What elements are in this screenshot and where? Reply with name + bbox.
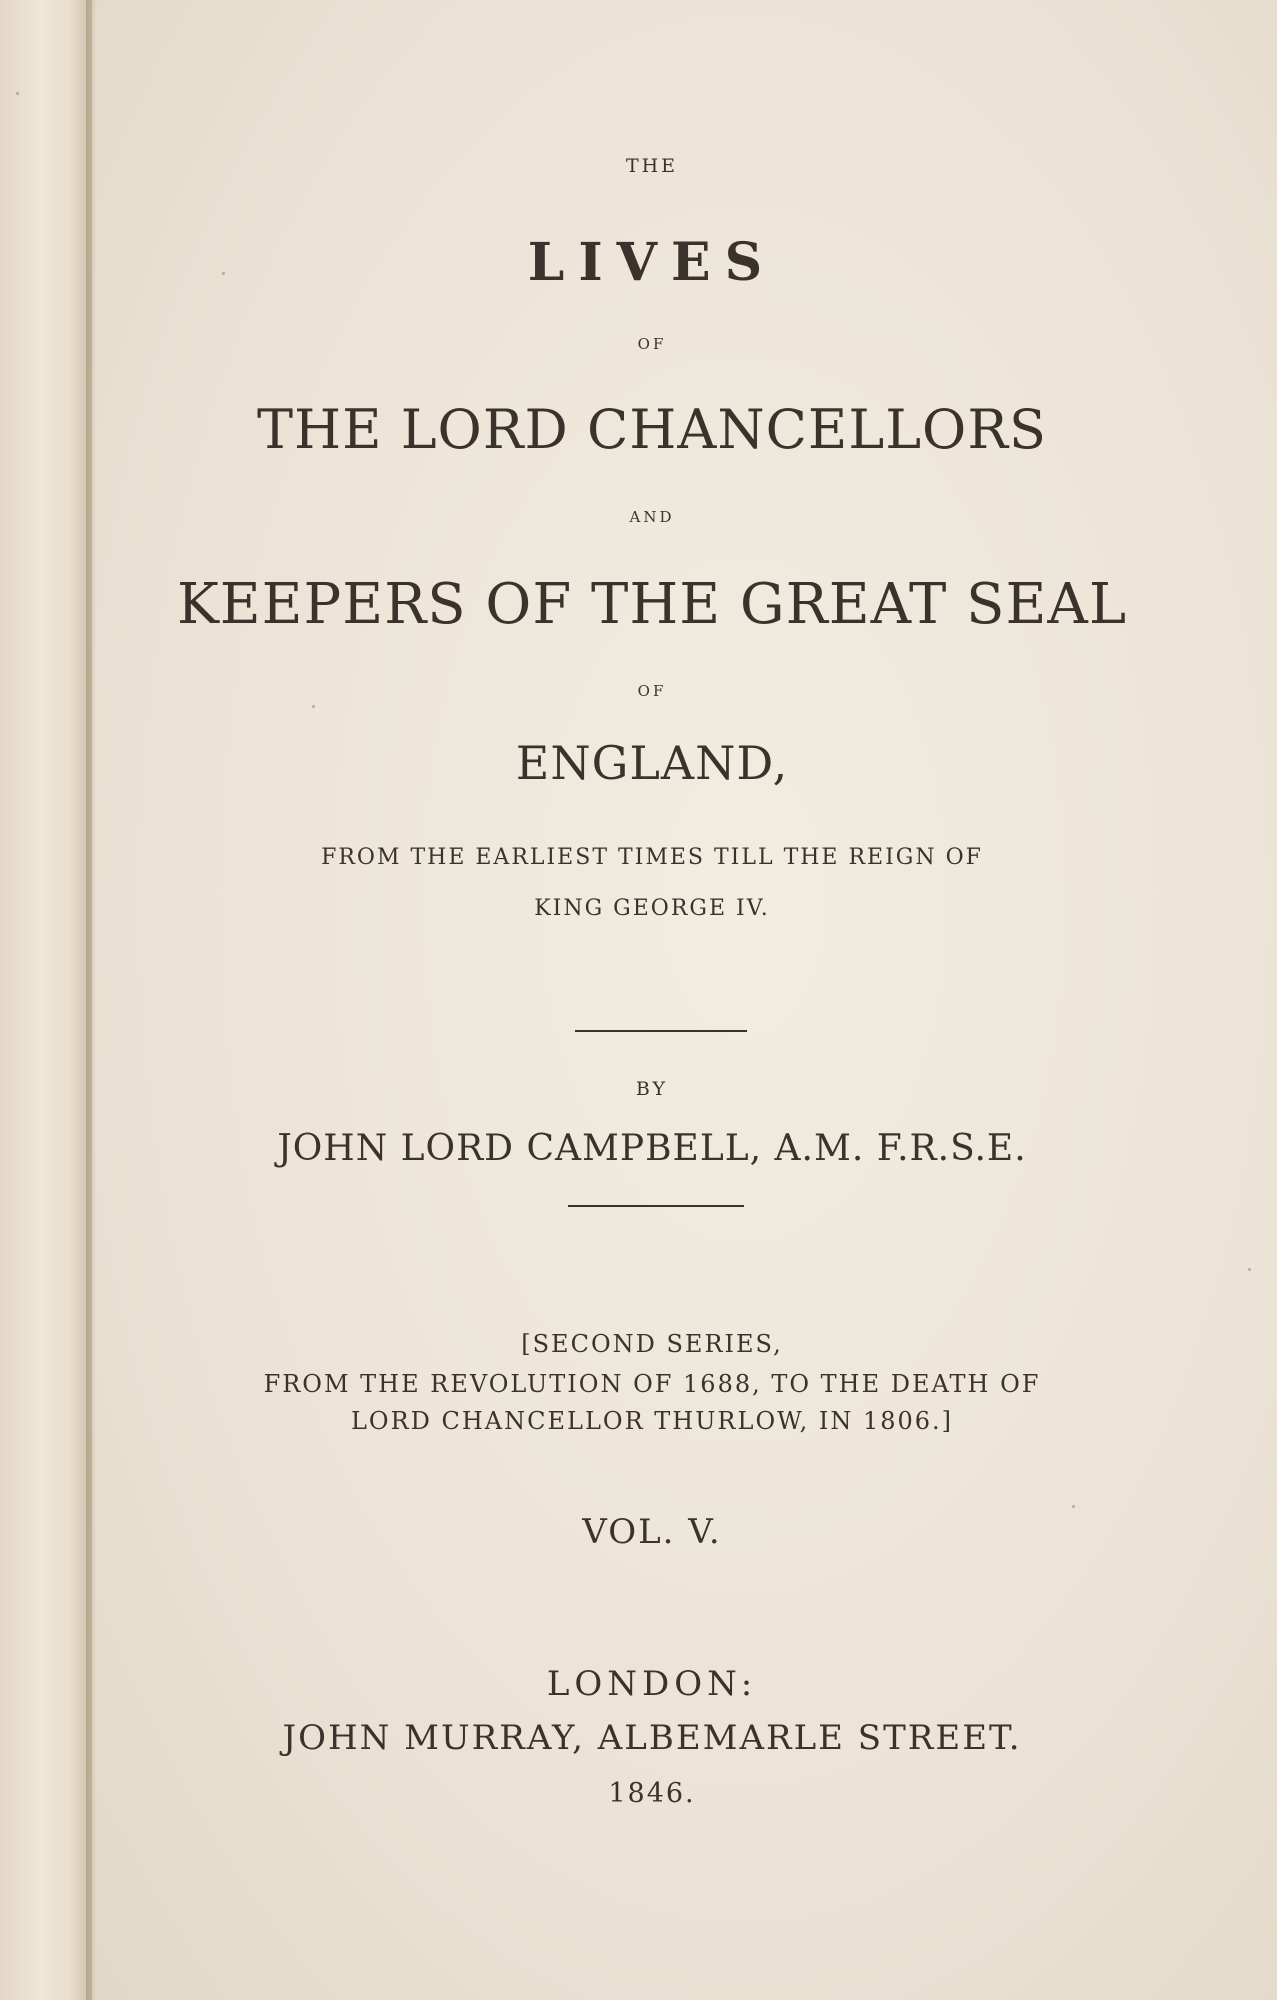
- subtitle-line-2: KING GEORGE IV.: [534, 896, 770, 921]
- paper-speck: [16, 92, 19, 95]
- author-name: JOHN LORD CAMPBELL, A.M. F.R.S.E.: [277, 1128, 1027, 1169]
- paper-speck: [222, 272, 225, 275]
- series-line-2: FROM THE REVOLUTION OF 1688, TO THE DEATH OF: [263, 1370, 1041, 1398]
- title-lord-chancellors: THE LORD CHANCELLORS: [257, 398, 1047, 461]
- title-of-2: OF: [637, 682, 667, 700]
- series-line-1: [SECOND SERIES,: [521, 1330, 783, 1358]
- imprint-place: LONDON:: [546, 1664, 758, 1704]
- rule-divider-bottom: [568, 1205, 744, 1207]
- series-line-3: LORD CHANCELLOR THURLOW, IN 1806.]: [350, 1407, 954, 1435]
- paper-speck: [312, 705, 315, 708]
- paper-speck: [1248, 1268, 1251, 1271]
- book-spine-edge: [0, 0, 92, 2000]
- rule-divider-top: [575, 1030, 747, 1032]
- title-and: AND: [629, 508, 675, 526]
- author-by: BY: [635, 1078, 669, 1100]
- paper-speck: [1072, 1505, 1075, 1508]
- title-england: ENGLAND,: [515, 736, 789, 790]
- title-of-1: OF: [637, 335, 667, 353]
- volume-number: VOL. V.: [582, 1512, 722, 1552]
- imprint-year: 1846.: [608, 1778, 696, 1809]
- title-keepers: KEEPERS OF THE GREAT SEAL: [176, 572, 1128, 637]
- title-lives: LIVES: [527, 232, 777, 293]
- title-the: THE: [625, 155, 679, 177]
- subtitle-line-1: FROM THE EARLIEST TIMES TILL THE REIGN OF: [321, 845, 983, 870]
- imprint-publisher: JOHN MURRAY, ALBEMARLE STREET.: [282, 1718, 1022, 1758]
